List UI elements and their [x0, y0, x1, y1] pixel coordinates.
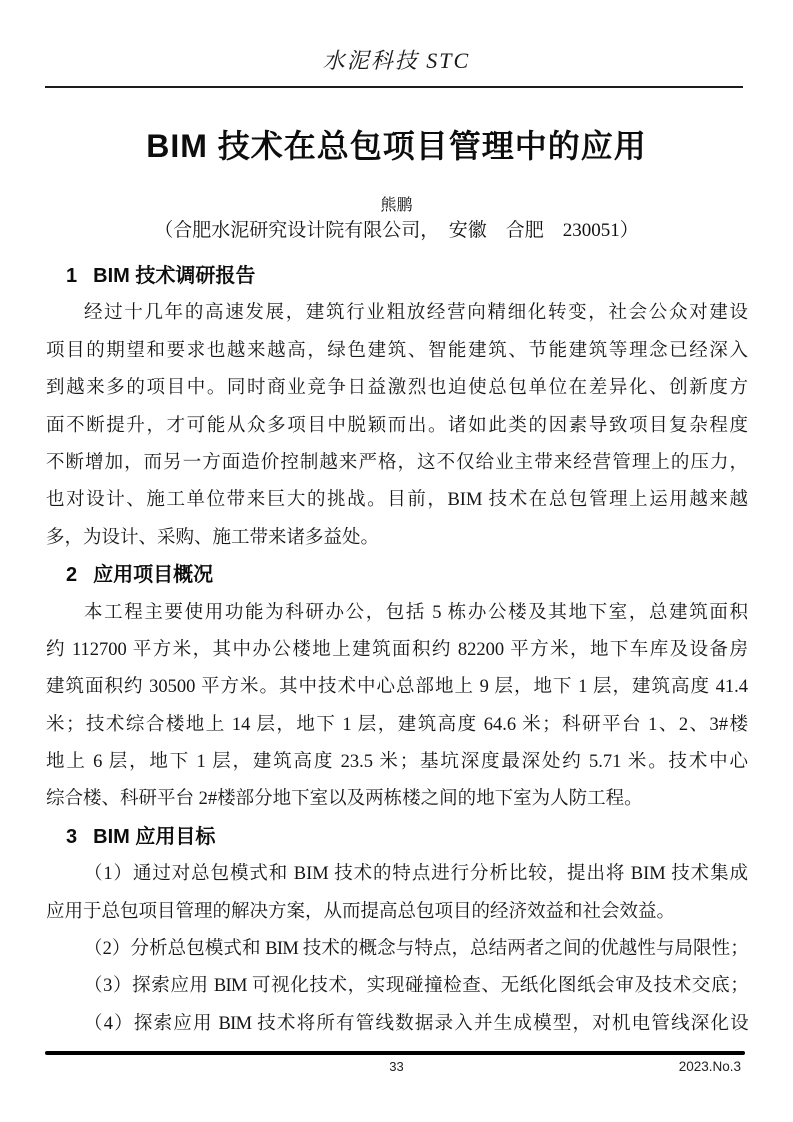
- text-line: 地上 6 层，地下 1 层，建筑高度 23.5 米；基坑深度最深处约 5.71 米。技术中心: [46, 752, 748, 773]
- article-title: BIM 技术在总包项目管理中的应用: [146, 128, 647, 164]
- text-line: （2）分析总包模式和 BIM 技术的概念与特点，总结两者之间的优越性与局限性；: [84, 939, 748, 960]
- text-line: （4）探索应用 BIM 技术将所有管线数据录入并生成模型，对机电管线深化设: [84, 1013, 748, 1034]
- text-line: （3）探索应用 BIM 可视化技术，实现碰撞检查、无纸化图纸会审及技术交底；: [84, 976, 748, 997]
- section-heading-text: BIM 应用目标: [93, 825, 216, 848]
- section-heading: [46, 819, 748, 856]
- section-number: 1: [66, 265, 78, 287]
- text-line: 不断增加，而另一方面造价控制越来严格，这不仅给业主带来经营管理上的压力，: [46, 452, 748, 473]
- section-heading-text: 应用项目概况: [93, 564, 214, 587]
- section-heading-text: BIM 技术调研报告: [93, 265, 256, 287]
- text-line: 经过十几年的高速发展，建筑行业粗放经营向精细化转变，社会公众对建设: [84, 303, 748, 324]
- author-name: 熊鹏: [380, 197, 413, 214]
- issue-number: 2023.No.3: [678, 1059, 741, 1074]
- section-heading: [46, 557, 748, 594]
- text-line: 综合楼、科研平台 2#楼部分地下室以及两栋楼之间的地下室为人防工程。: [46, 789, 643, 810]
- content-area: [46, 258, 748, 1043]
- page-number: 33: [389, 1059, 404, 1074]
- text-line: （1）通过对总包模式和 BIM 技术的特点进行分析比较，提出将 BIM 技术集成: [84, 864, 748, 885]
- section-number: 3: [66, 825, 78, 848]
- text-line: 项目的期望和要求也越来越高，绿色建筑、智能建筑、节能建筑等理念已经深入: [46, 340, 748, 361]
- section-number: 2: [66, 564, 78, 587]
- text-line: 面不断提升，才可能从众多项目中脱颖而出。诸如此类的因素导致项目复杂程度: [46, 415, 748, 436]
- section-heading: [46, 258, 748, 295]
- footer-rule: [45, 1051, 745, 1055]
- text-line: 建筑面积约 30500 平方米。其中技术中心总部地上 9 层，地下 1 层，建筑高度 41.4: [46, 677, 748, 698]
- header-rule: [45, 86, 743, 88]
- text-line: 多，为设计、采购、施工带来诸多益处。: [46, 527, 380, 548]
- text-line: 约 112700 平方米，其中办公楼地上建筑面积约 82200 平方米，地下车库及设备房: [46, 639, 748, 660]
- text-line: 也对设计、施工单位带来巨大的挑战。目前，BIM 技术在总包管理上运用越来越: [46, 490, 748, 511]
- journal-header-title: 水泥科技 STC: [322, 48, 471, 73]
- text-line: 到越来多的项目中。同时商业竞争日益激烈也迫使总包单位在差异化、创新度方: [46, 378, 748, 399]
- author-affiliation: （合肥水泥研究设计院有限公司， 安徽 合肥 230051）: [154, 220, 639, 241]
- text-line: 本工程主要使用功能为科研办公，包括 5 栋办公楼及其地下室，总建筑面积: [84, 602, 748, 623]
- text-line: 米；技术综合楼地上 14 层，地下 1 层，建筑高度 64.6 米；科研平台 1、2、3#楼: [46, 714, 748, 735]
- text-line: 应用于总包项目管理的解决方案，从而提高总包项目的经济效益和社会效益。: [46, 901, 676, 922]
